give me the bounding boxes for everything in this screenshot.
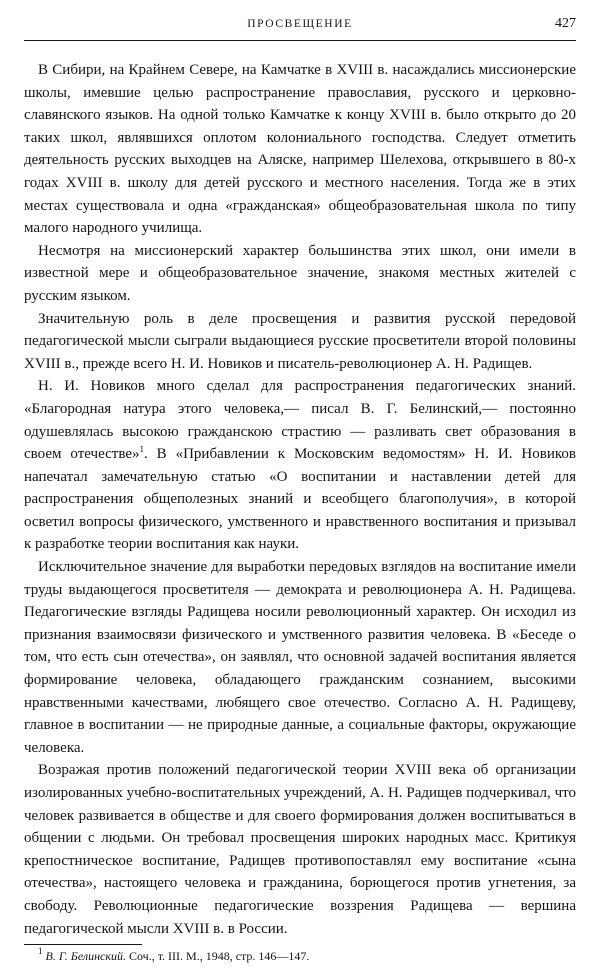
paragraph-missionary-character: Несмотря на миссионерский характер большинства этих школ, они имели в известной мере и общеобразовательное значение, знакомя местных жителей с русским языком. bbox=[24, 242, 576, 304]
running-title: ПРОСВЕЩЕНИЕ bbox=[247, 18, 353, 30]
page-number: 427 bbox=[555, 16, 576, 31]
paragraph-siberia-schools: В Сибири, на Крайнем Севере, на Камчатке в XVIII в. насаждались миссионерские школы, имевшие целью распространение православия, русского и церковно-славянского языков. На одной только Камчатке к концу XVIII в. было открыто до 20 таких школ, являвшихся оплотом колониального господства. Следует отметить деятельность русских выходцев на Аляске, например Шелехова, открывшего в 80-х годах XVIII в. школу для детей русского и местного населения. Тогда же в этих местах существовала и одна «гражданская» общеобразовательная школа по типу малого народного училища. bbox=[24, 62, 576, 237]
novikov-text-after-note: . В «Прибавлении к Московским ведомостям» Н. И. Новиков напечатал замечательную статью «О воспитании и наставлении детей для распространения общеполезных знаний и всеобщего благополучия», в которой осветил вопросы физического, умственного и нравственного воспитания и призывал к разработке теории воспитания как науки. bbox=[24, 446, 576, 553]
footnote-mark: 1 bbox=[38, 946, 43, 957]
paragraph-novikov bbox=[24, 375, 576, 556]
book-page bbox=[24, 14, 576, 964]
footnote-reference: 1 bbox=[139, 444, 144, 455]
body-text bbox=[24, 59, 576, 940]
footnote bbox=[24, 948, 576, 964]
footnote-source: Соч., т. III. М., 1948, стр. 146—147. bbox=[128, 949, 310, 964]
paragraph-radishchev-society: Возражая против положений педагогической теории XVIII века об организации изолированных учебно-воспитательных учреждений, А. Н. Радищев подчеркивал, что человек развивается в обществе и для своего формирования должен воспитываться в общении с людьми. Он требовал просвещения широких народных масс. Критикуя крепостническое воспитание, Радищев противопоставлял ему воспитание «сына отечества», настоящего человека и гражданина, борющегося против угнетения, за свободу. Революционные педагогические воззрения Радищева — вершина педагогической мысли XVIII в. в России. bbox=[24, 762, 576, 937]
paragraph-enlighteners: Значительную роль в деле просвещения и развития русской передовой педагогической мысли сыграли выдающиеся русские просветители второй половины XVIII в., прежде всего Н. И. Новиков и писатель-революционер А. Н. Радищев. bbox=[24, 310, 576, 372]
footnote-author: В. Г. Белинский. bbox=[45, 949, 126, 964]
novikov-text-before-note: Н. И. Новиков много сделал для распространения педагогических знаний. «Благородная натура этого человека,— писал В. Г. Белинский,— постоянно одушевлялась высокою гражданскою страстию — разливать свет образования в своем отечестве» bbox=[24, 378, 576, 463]
running-header bbox=[24, 14, 576, 41]
footnote-divider bbox=[24, 944, 142, 945]
paragraph-radishchev-views: Исключительное значение для выработки передовых взглядов на воспитание имели труды выдающегося просветителя — демократа и революционера А. Н. Радищева. Педагогические взгляды Радищева носили революционный характер. Он исходил из признания взаимосвязи физического и умственного развития человека. В «Беседе о том, что есть сын отечества», он заявлял, что основной задачей воспитания является формирование человека, обладающего гражданским сознанием, высокими нравственными качествами, любящего свое отечество. Согласно А. Н. Радищеву, главное в воспитании — не природные данные, а социальные факторы, окружающие человека. bbox=[24, 559, 576, 756]
